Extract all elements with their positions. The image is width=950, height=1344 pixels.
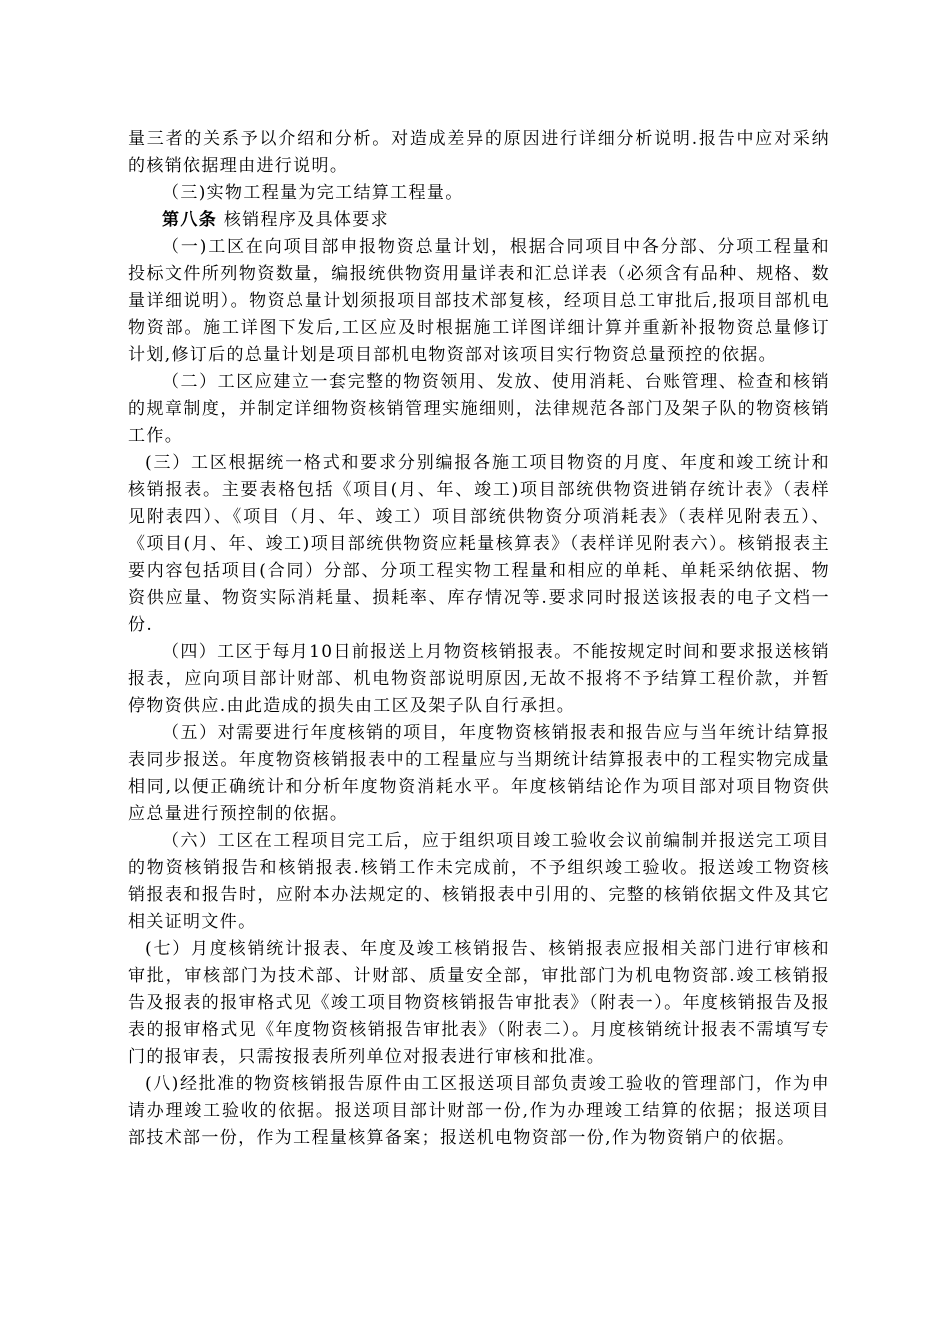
paragraph-clause-2: （二）工区应建立一套完整的物资领用、发放、使用消耗、台账管理、检查和核销的规章制度，并制定详细物资核销管理实施细则，法律规范各部门及架子队的物资核销工作。 [128,372,830,446]
paragraph-clause-3: (三）工区根据统一格式和要求分别编报各施工项目物资的月度、年度和竣工统计和核销报表。主要表格包括《项目(月、年、竣工)项目部统供物资进销存统计表》（表样见附表四）、《项目（月、年、竣工）项目部统供物资分项消耗表》（表样见附表五）、《项目(月、年、竣工)项目部统供物资应耗量核算表》（表样详见附表六）。核销报表主要内容包括项目(合同）分部、分项工程实物工程量和相应的单耗、单耗采纳依据、物资供应量、物资实际消耗量、损耗率、库存情况等.要求同时报送该报表的电子文档一份. [128,453,830,635]
paragraph-clause-6: （六）工区在工程项目完工后，应于组织项目竣工验收会议前编制并报送完工项目的物资核销报告和核销报表.核销工作未完成前，不予组织竣工验收。报送竣工物资核销报表和报告时，应附本办法规定的、核销报表中引用的、完整的核销依据文件及其它相关证明文件。 [128,831,830,932]
document-body [128,126,830,1152]
paragraph-continuation: 量三者的关系予以介绍和分析。对造成差异的原因进行详细分析说明.报告中应对采纳的核销依据理由进行说明。 [128,129,830,176]
paragraph-clause-1: （一)工区在向项目部申报物资总量计划，根据合同项目中各分部、分项工程量和投标文件所列物资数量，编报统供物资用量详表和汇总详表（必须含有品种、规格、数量详细说明）。物资总量计划须报项目部技术部复核，经项目总工审批后,报项目部机电物资部。施工详图下发后,工区应及时根据施工详图详细计算并重新补报物资总量修订计划,修订后的总量计划是项目部机电物资部对该项目实行物资总量预控的依据。 [128,237,830,365]
article-8-heading [128,207,830,234]
paragraph-clause-8: (八)经批准的物资核销报告原件由工区报送项目部负责竣工验收的管理部门，作为申请办理竣工验收的依据。报送项目部计财部一份,作为办理竣工结算的依据；报送项目部技术部一份，作为工程量核算备案；报送机电物资部一份,作为物资销户的依据。 [128,1074,830,1148]
article-title: 核销程序及具体要求 [223,210,389,230]
article-number: 第八条 [162,210,218,230]
paragraph-clause-7: (七）月度核销统计报表、年度及竣工核销报告、核销报表应报相关部门进行审核和审批，审核部门为技术部、计财部、质量安全部，审批部门为机电物资部.竣工核销报告及报表的报审格式见《竣工项目物资核销报告审批表》（附表一）。年度核销报告及报表的报审格式见《年度物资核销报告审批表》（附表二）。月度核销统计报表不需填写专门的报审表，只需按报表所列单位对报表进行审核和批准。 [128,939,830,1067]
paragraph-clause-3-actual-quantity: （三)实物工程量为完工结算工程量。 [162,183,464,203]
paragraph-clause-5: （五）对需要进行年度核销的项目，年度物资核销报表和报告应与当年统计结算报表同步报送。年度物资核销报表中的工程量应与当期统计结算报表中的工程实物完成量相同,以便正确统计和分析年度物资消耗水平。年度核销结论作为项目部对项目物资供应总量进行预控制的依据。 [128,723,830,824]
paragraph-clause-4: （四）工区于每月10日前报送上月物资核销报表。不能按规定时间和要求报送核销报表，应向项目部计财部、机电物资部说明原因,无故不报将不予结算工程价款，并暂停物资供应.由此造成的损失由工区及架子队自行承担。 [128,642,830,716]
